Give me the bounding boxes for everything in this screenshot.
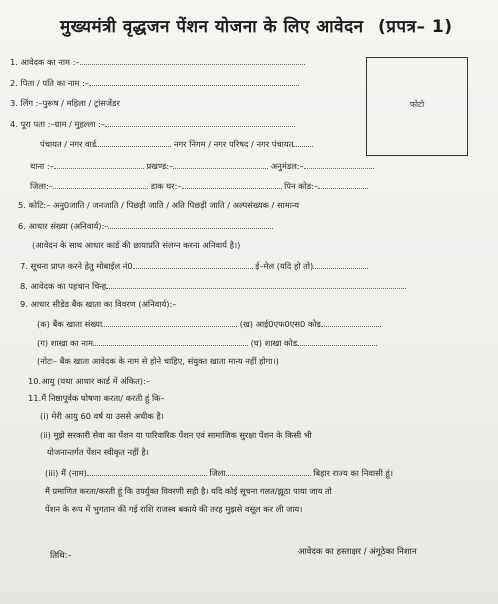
field-label: ई–मेल (यदि हो तो) bbox=[255, 261, 314, 271]
field-address bbox=[10, 118, 295, 130]
fill-line[interactable] bbox=[87, 467, 207, 476]
declaration-text: (ii) मुझे सरकारी सेवा का पेंशन या पारिवारिक पेंशन एवं सामाजिक सुरक्षा पेंशन के किसी भी bbox=[40, 430, 312, 440]
field-identity-mark bbox=[20, 280, 406, 292]
fill-line[interactable] bbox=[54, 160, 144, 169]
declaration-age bbox=[40, 411, 164, 422]
note-text: (आवेदन के साथ आधार कार्ड की छायाप्रति संलग्न करना अनिवार्य है।) bbox=[32, 240, 241, 250]
form-number: (प्रपत्र– 1) bbox=[377, 17, 453, 37]
fill-line[interactable] bbox=[80, 56, 305, 65]
fill-line[interactable] bbox=[321, 318, 381, 327]
note-text: (नोटः– बैंक खाता आवेदक के नाम से होने चाहिए, संयुक्त खाता मान्य नहीं होगा।) bbox=[37, 356, 279, 366]
fill-line[interactable] bbox=[318, 180, 368, 189]
field-label: 11.मैं निष्ठापूर्वक घोषणा करता/ करती हूं कि– bbox=[28, 393, 165, 403]
field-label: जिला:– bbox=[30, 181, 54, 191]
field-label: 5. कोटि:– अनु0जाति / जनजाति / पिछड़ी जाति / अति पिछड़ी जाति / अल्पसंख्यक / सामान्य bbox=[18, 200, 300, 210]
field-label: 4. पूरा पता :–ग्राम / मुहल्ला :– bbox=[10, 119, 105, 129]
declaration-pension-cont bbox=[47, 447, 149, 458]
fill-line[interactable] bbox=[93, 337, 248, 346]
date-field bbox=[50, 550, 72, 561]
fill-line[interactable] bbox=[96, 138, 171, 147]
field-thana bbox=[30, 160, 374, 172]
fill-line[interactable] bbox=[102, 318, 237, 327]
aadhaar-note bbox=[32, 240, 240, 251]
declaration-text: योजनान्तर्गत पेंशन स्वीकृत नहीं है। bbox=[47, 447, 149, 457]
field-bank bbox=[20, 299, 176, 310]
fill-line[interactable] bbox=[105, 118, 295, 127]
field-label: 7. सूचना प्राप्त करने हेतु मोबाईल नं0 bbox=[20, 261, 133, 271]
field-label: 2. पिता / पति का नाम :– bbox=[10, 78, 90, 88]
field-label: 6. आधार संख्या (अनिवार्य):– bbox=[18, 221, 109, 231]
fill-line[interactable] bbox=[226, 467, 311, 476]
declaration-text: बिहार राज्य का निवासी हूं। bbox=[313, 468, 394, 478]
declaration-text: (i) मेरी आयु 60 वर्ष या उससे अधीक है। bbox=[40, 411, 164, 421]
field-label: 10.आयु (यथा आधार कार्ड में अंकित):– bbox=[28, 376, 150, 386]
field-label: 8. आवेदक का पहचान चिन्ह bbox=[20, 281, 107, 291]
field-applicant-name bbox=[10, 56, 305, 68]
field-label: (ग) शाखा का नाम bbox=[37, 338, 94, 348]
fill-line[interactable] bbox=[173, 160, 268, 169]
fill-line[interactable] bbox=[304, 160, 374, 169]
field-category bbox=[18, 200, 299, 211]
field-label: पिन कोड:– bbox=[284, 181, 319, 191]
field-label: नगर निगम / नगर परिषद / नगर पंचायत bbox=[173, 139, 294, 149]
declaration-heading bbox=[28, 393, 165, 404]
field-father-husband bbox=[10, 77, 299, 89]
declaration-pension bbox=[40, 430, 312, 441]
fill-line[interactable] bbox=[53, 180, 148, 189]
field-label: पंचायत / नगर वार्ड bbox=[40, 139, 97, 149]
signature-field bbox=[298, 546, 417, 557]
form-title bbox=[60, 14, 460, 37]
declaration-resident bbox=[45, 467, 393, 479]
field-jila bbox=[30, 180, 368, 192]
fill-line[interactable] bbox=[313, 260, 368, 269]
declaration-certify bbox=[45, 486, 332, 497]
field-label: (क) बैंक खाता संख्या bbox=[37, 319, 103, 329]
field-label: प्रखण्ड:– bbox=[146, 161, 174, 171]
declaration-text: जिला bbox=[209, 468, 226, 478]
field-aadhaar bbox=[18, 220, 273, 232]
declaration-text: मैं प्रमाणित करता/करती हूं कि उपर्युक्त विवरणी सही है। यदि कोई सूचना गलत/झूठा पाया जाय तो bbox=[45, 486, 332, 496]
field-age bbox=[28, 376, 150, 387]
fill-line[interactable] bbox=[108, 220, 273, 229]
fill-line[interactable] bbox=[89, 77, 299, 86]
date-label: तिथि:– bbox=[50, 551, 72, 561]
declaration-recovery bbox=[45, 504, 302, 515]
signature-label: आवेदक का हस्ताक्षर / अंगूठेका निशान bbox=[298, 547, 417, 557]
fill-line[interactable] bbox=[293, 138, 313, 147]
field-label: 3. लिंग :–पुरूष / महिला / ट्रांसजेंडर bbox=[10, 98, 120, 108]
declaration-text: पेंशन के रूप में भुगतान की गई राशि राजस्व बकाये की तरह मुझसे वसूल कर ली जाय। bbox=[45, 504, 303, 514]
field-label: 1. आवेदक का नाम :– bbox=[10, 57, 80, 67]
fill-line[interactable] bbox=[106, 280, 406, 289]
bank-note bbox=[37, 356, 279, 367]
field-bank-branch bbox=[37, 337, 377, 349]
field-bank-account bbox=[37, 318, 381, 330]
field-label: अनुमंडल:– bbox=[270, 161, 304, 171]
fill-line[interactable] bbox=[297, 337, 377, 346]
fill-line[interactable] bbox=[182, 180, 282, 189]
title-text: मुख्यमंत्री वृद्धजन पेंशन योजना के लिए आवेदन bbox=[60, 17, 364, 37]
field-label: (ख) आई0एफ0एस0 कोड bbox=[239, 319, 321, 329]
field-label: डाक घर:– bbox=[150, 181, 182, 191]
photo-box bbox=[366, 57, 468, 156]
field-label: 9. आधार सीडेड बैंक खाता का विवरण (अनिवार्य):– bbox=[20, 299, 177, 309]
photo-label: फोटो bbox=[409, 100, 425, 109]
field-panchayat bbox=[40, 138, 313, 150]
fill-line[interactable] bbox=[133, 260, 253, 269]
field-gender bbox=[10, 98, 120, 109]
field-mobile bbox=[20, 260, 368, 272]
declaration-text: (iii) मैं (नाम) bbox=[45, 468, 87, 478]
field-label: थाना :– bbox=[30, 161, 54, 171]
field-label: (घ) शाखा कोड bbox=[250, 338, 298, 348]
